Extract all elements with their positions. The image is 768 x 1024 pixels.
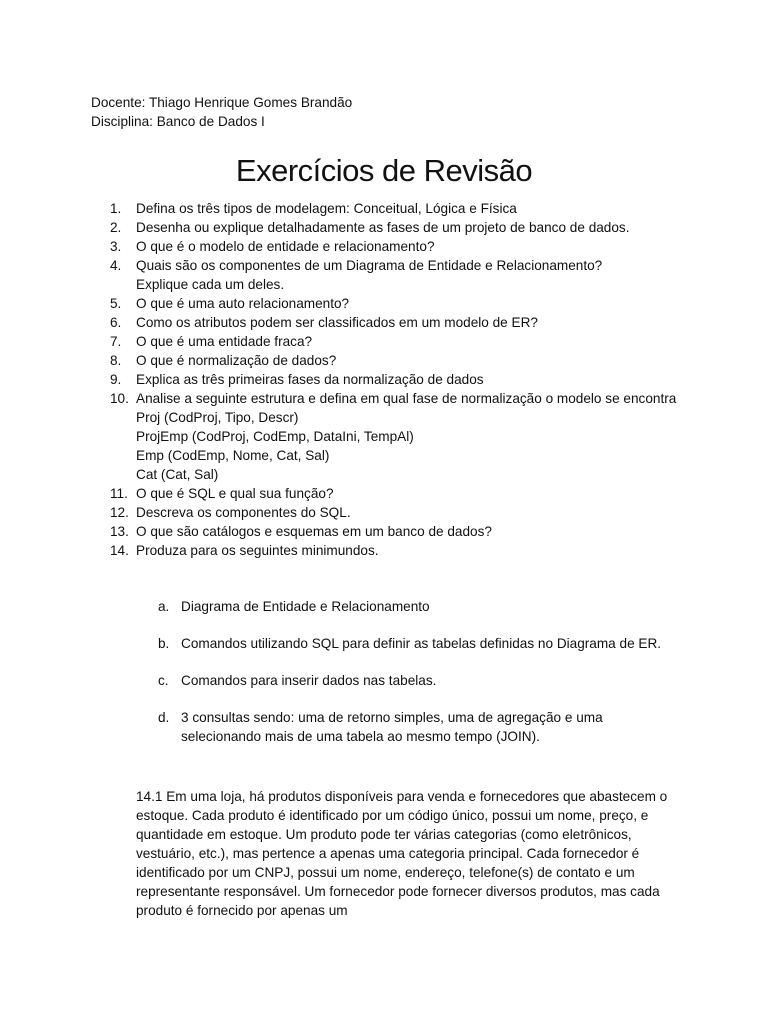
question-item [112,389,692,484]
question-text: Defina os três tipos de modelagem: Conceitual, Lógica e Física [136,201,517,216]
course-line: Disciplina: Banco de Dados I [91,114,265,129]
subitem [158,597,678,616]
header [91,93,352,131]
question-item [112,332,692,351]
subitem-text: Comandos para inserir dados nas tabelas. [181,673,437,688]
subitem [158,634,678,653]
question-number: 13. [110,524,129,539]
schema-line: Proj (CodProj, Tipo, Descr) [136,410,299,425]
question-text-continuation: Explique cada um deles. [136,277,285,292]
question-number: 11. [110,486,128,501]
scenario-paragraph: 14.1 Em uma loja, há produtos disponíveis para venda e fornecedores que abastecem o estoque. Cada produto é identificado por um código único, possui um nome, preço, e quantidade em estoque. Um produto pode ter várias categorias (como eletrônicos, vestuário, etc.), mas pertence a apenas uma categoria principal. Cada fornecedor é identificado por um CNPJ, possui um nome, endereço, telefone(s) de contato e um representante responsável. Um fornecedor pode fornecer diversos produtos, mas cada produto é fornecido por apenas um [136,789,668,918]
question-number: 7. [110,334,122,349]
question-number: 9. [110,372,122,387]
question-text: O que são catálogos e esquemas em um banco de dados? [136,524,492,539]
question-text: Quais são os componentes de um Diagrama de Entidade e Relacionamento? [136,258,603,273]
question-text: Desenha ou explique detalhadamente as fases de um projeto de banco de dados. [136,220,630,235]
question-item [112,541,692,560]
page-title: Exercícios de Revisão [235,153,533,188]
schema-line: Emp (CodEmp, Nome, Cat, Sal) [136,448,330,463]
question-number: 8. [110,353,122,368]
question-text: O que é uma entidade fraca? [136,334,313,349]
question-number: 10. [110,391,129,406]
question-item [112,522,692,541]
question-text: O que é o modelo de entidade e relacionamento? [136,239,435,254]
question-item [112,237,692,256]
question-text: O que é SQL e qual sua função? [136,486,334,501]
subitem-text: Comandos utilizando SQL para definir as tabelas definidas no Diagrama de ER. [181,636,662,651]
question-number: 2. [110,220,122,235]
question-item [112,218,692,237]
question-item [112,484,692,503]
question-item [112,313,692,332]
question-number: 6. [110,315,122,330]
schema-line: ProjEmp (CodProj, CodEmp, DataIni, TempAl) [136,429,414,444]
question-text: Descreva os componentes do SQL. [136,505,351,520]
question-number: 12. [110,505,129,520]
question-text: Explica as três primeiras fases da normalização de dados [136,372,484,387]
question-item [112,370,692,389]
question-item [112,351,692,370]
question-number: 14. [110,543,129,558]
question-item [112,199,692,218]
question-number: 3. [110,239,122,254]
subitem-text: Diagrama de Entidade e Relacionamento [181,599,430,614]
question-text: O que é uma auto relacionamento? [136,296,350,311]
subitem-letter: d. [158,710,170,725]
subitem [158,708,678,746]
question-text: Produza para os seguintes minimundos. [136,543,379,558]
subitem-letter: a. [158,599,170,614]
subitem-text: 3 consultas sendo: uma de retorno simples, uma de agregação e uma selecionando mais de uma tabela ao mesmo tempo (JOIN). [181,710,603,744]
question-number: 5. [110,296,122,311]
question-item [112,256,692,294]
teacher-line: Docente: Thiago Henrique Gomes Brandão [91,95,353,110]
question-text: O que é normalização de dados? [136,353,337,368]
question-number: 4. [110,258,122,273]
subitem-letter: c. [158,673,169,688]
question-item [112,294,692,313]
schema-line: Cat (Cat, Sal) [136,467,219,482]
subitem [158,671,678,690]
question-item [112,503,692,522]
question-list [112,199,692,560]
subitem-letter: b. [158,636,170,651]
subitem-list [158,597,678,764]
question-text: Como os atributos podem ser classificados em um modelo de ER? [136,315,538,330]
question-number: 1. [110,201,122,216]
question-text: Analise a seguinte estrutura e defina em qual fase de normalização o modelo se encontra [136,391,677,406]
